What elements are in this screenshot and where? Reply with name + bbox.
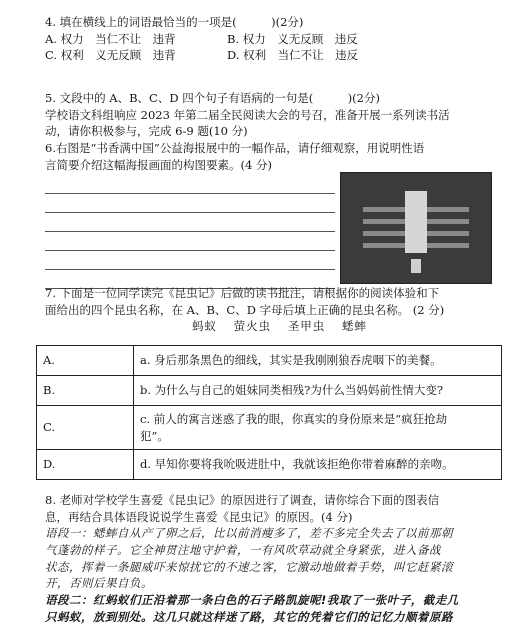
passage-1-line-1: 语段一：蟋蟀自从产了卵之后，比以前消瘦多了，差不多完全失去了以前那朝 xyxy=(45,526,453,541)
table-row xyxy=(37,450,502,480)
insect-name: 蟋蟀 xyxy=(341,319,367,333)
question-4-stem: 4. 填在横线上的词语最恰当的一项是( )(2分) xyxy=(45,15,304,29)
option-a[interactable]: A. 权力 当仁不让 违背 xyxy=(45,31,176,46)
passage-1-line-4: 开，否则后果自负。 xyxy=(45,576,153,591)
answer-lines[interactable] xyxy=(45,175,335,289)
insect-names xyxy=(192,318,379,335)
question-8-line-2: 息，再结合具体语段说说学生喜爱《昆虫记》的原因。(4 分) xyxy=(45,509,353,524)
question-5-stem: 5. 文段中的 A、B、C、D 四个句子有语病的一句是( )(2分) xyxy=(45,91,380,105)
answer-cell-c[interactable]: C. xyxy=(37,406,134,450)
insect-name: 蚂蚁 xyxy=(192,319,217,333)
option-d[interactable]: D. 权利 当仁不让 违反 xyxy=(227,48,359,63)
answer-cell-b[interactable]: B. xyxy=(37,376,134,406)
answer-line[interactable] xyxy=(45,251,335,270)
annotation-text: d. 早知你要将我吮吸进肚中，我就该拒绝你带着麻醉的亲吻。 xyxy=(134,450,502,480)
question-5 xyxy=(45,90,489,140)
annotation-text: c. 前人的寓言迷惑了我的眼，你真实的身份原来是“疯狂抢劫 犯”。 xyxy=(134,406,502,450)
answer-line[interactable] xyxy=(45,194,335,213)
question-4-options xyxy=(45,31,489,64)
answer-line[interactable] xyxy=(45,232,335,251)
annotation-text: a. 身后那条黑色的细线，其实是我刚刚狼吞虎咽下的美餐。 xyxy=(134,346,502,376)
option-c[interactable]: C. 权利 义无反顾 违背 xyxy=(45,48,176,63)
intro-line-1: 学校语文科组响应 2023 年第二届全民阅读大会的号召，准备开展一系列读书活 xyxy=(45,107,450,122)
answer-line[interactable] xyxy=(45,213,335,232)
insect-name: 圣甲虫 xyxy=(287,319,326,333)
answer-line[interactable] xyxy=(45,175,335,194)
insect-name: 萤火虫 xyxy=(233,319,272,333)
intro-line-2: 动，请你积极参与，完成 6-9 题(10 分) xyxy=(45,124,248,139)
question-6-line-2: 言简要介绍这幅海报画面的构图要素。(4 分) xyxy=(45,157,272,172)
table-row xyxy=(37,346,502,376)
poster-image xyxy=(340,172,492,284)
passage-1-line-3: 状态，挥着一条腿威吓来惊扰它的不速之客，它激动地做着手势，叫它赶紧滚 xyxy=(45,559,453,574)
answer-cell-d[interactable]: D. xyxy=(37,450,134,480)
question-7-line-2: 面给出的四个昆虫名称，在 A、B、C、D 字母后填上正确的昆虫名称。 (2 分) xyxy=(45,302,445,317)
question-7-line-1: 7. 下面是一位同学读完《昆虫记》后做的读书批注，请根据你的阅读体验和下 xyxy=(45,286,440,300)
passage-2-line-2: 只蚂蚁，放到别处。这几只就这样迷了路，其它的凭着它们的记忆力顺着原路 xyxy=(45,609,453,624)
answer-cell-a[interactable]: A. xyxy=(37,346,134,376)
question-7 xyxy=(45,285,489,318)
passage-2-line-1: 语段二：红蚂蚁们正沿着那一条白色的石子路凯旋呢!我取了一张叶子，截走几 xyxy=(45,593,459,608)
question-4 xyxy=(45,14,489,64)
table-row xyxy=(37,376,502,406)
annotation-table xyxy=(36,345,502,480)
table-row xyxy=(37,406,502,450)
option-b[interactable]: B. 权力 义无反顾 违反 xyxy=(227,31,358,46)
passage-1-line-2: 气蓬勃的样子。它全神贯注地守护着，一有风吹草动就全身紧张，进入备战 xyxy=(45,543,441,558)
question-6 xyxy=(45,140,425,289)
annotation-text: b. 为什么与自己的姐妹同类相残?为什么当妈妈前性情大变? xyxy=(134,376,502,406)
question-6-line-1: 6.右图是“书香满中国”公益海报展中的一幅作品，请仔细观察，用说明性语 xyxy=(45,141,425,155)
question-8 xyxy=(45,492,489,625)
question-8-line-1: 8. 老师对学校学生喜爱《昆虫记》的原因进行了调查，请你综合下面的图表信 xyxy=(45,493,440,507)
